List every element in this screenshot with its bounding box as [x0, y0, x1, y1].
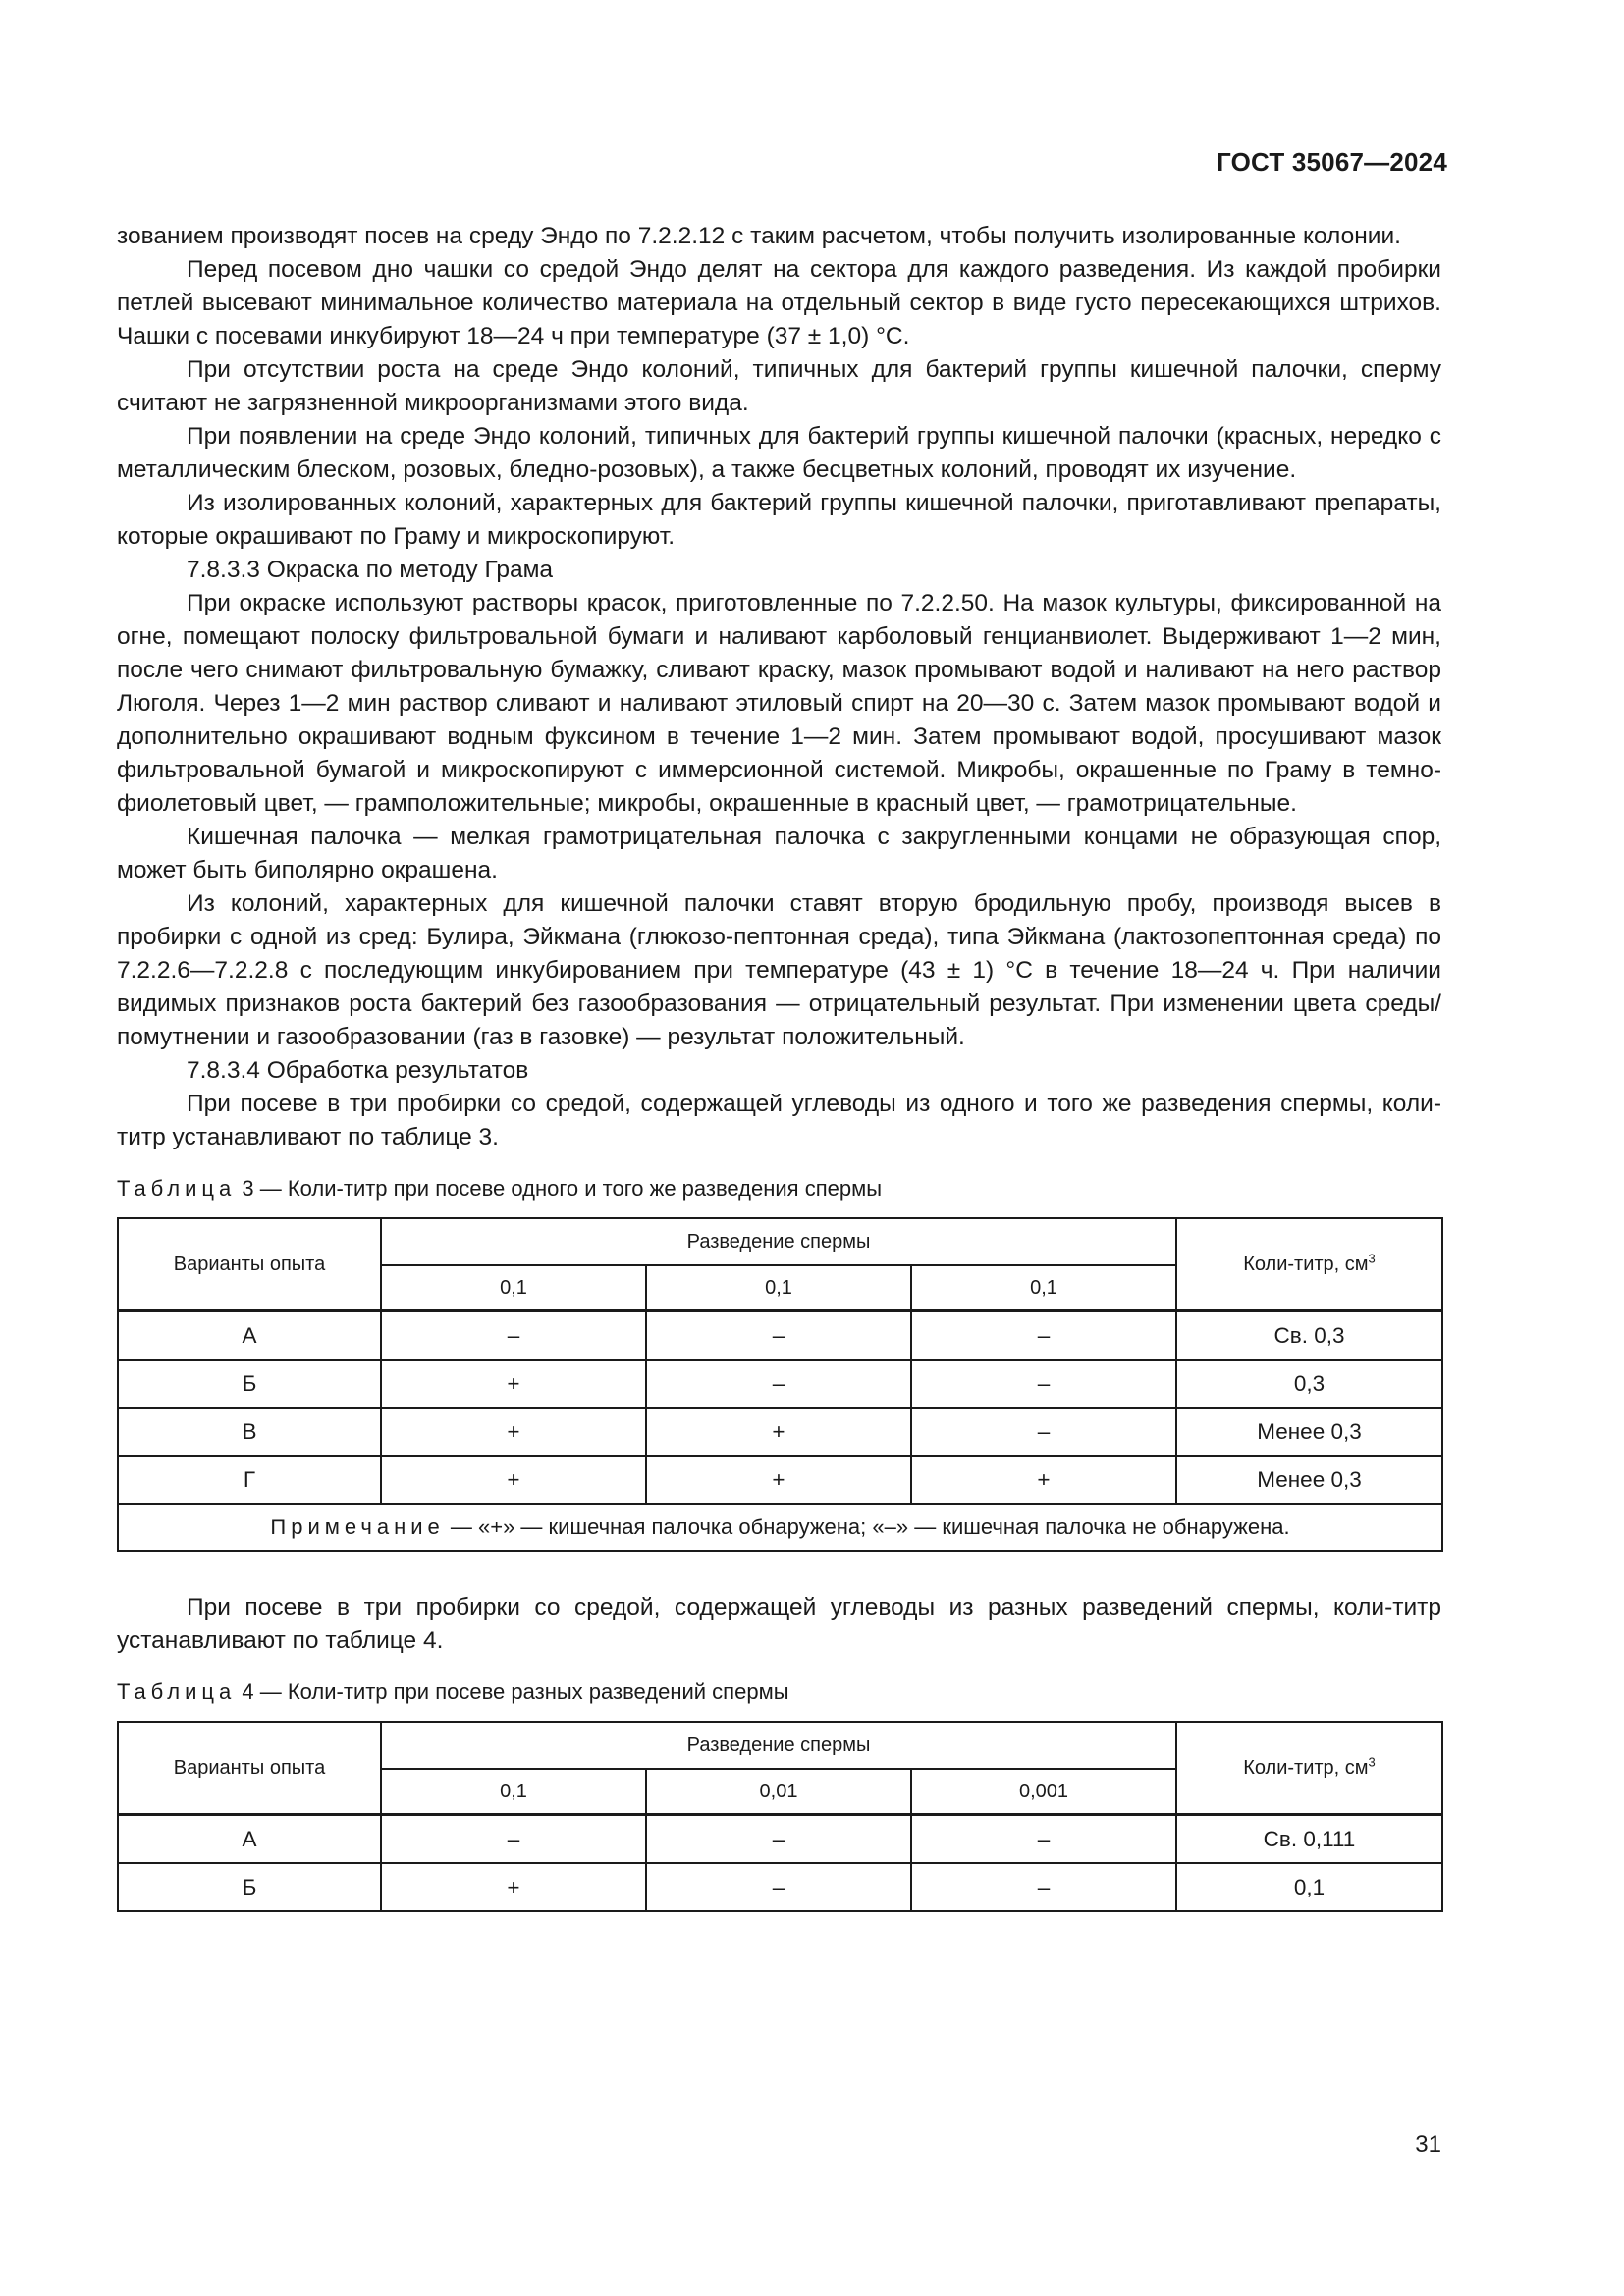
table3-caption-word: Таблица: [117, 1176, 237, 1201]
table-row: [118, 1456, 1442, 1504]
table4-caption: [117, 1678, 1441, 1707]
paragraph: При отсутствии роста на среде Эндо колоний, типичных для бактерий группы кишечной палочки, сперму считают не загрязненной микроорганизмами этого вида.: [117, 356, 1441, 416]
section-heading: 7.8.3.4 Обработка результатов: [187, 1057, 529, 1084]
table4-header-titer: Коли-титр, $см^3$: [1176, 1722, 1442, 1815]
table3-dilution-1: 0,1: [381, 1265, 646, 1311]
paragraph: Кишечная палочка — мелкая грамотрицательная палочка с закругленными концами не образующая спор, может быть биполярно окрашена.: [117, 824, 1441, 883]
table-row: [118, 1311, 1442, 1361]
table-cell: А: [118, 1815, 381, 1864]
table-cell: Св. 0,3: [1176, 1311, 1442, 1361]
table3-header-titer: Коли-титр, $см^3$: [1176, 1218, 1442, 1311]
table-cell: +: [911, 1456, 1176, 1504]
table-cell: 0,3: [1176, 1360, 1442, 1408]
note-text: — «+» — кишечная палочка обнаружена; «–» — кишечная палочка не обнаружена.: [450, 1515, 1290, 1539]
table-cell: Г: [118, 1456, 381, 1504]
table-cell: +: [381, 1408, 646, 1456]
paragraph: Из колоний, характерных для кишечной палочки ставят вторую бродильную пробу, производя высев в пробирки с одной из сред: Булира, Эйкмана (глюкозо-пептонная среда), типа Эйкмана (лактозопептонная среда) по 7.2.2.6—7.2.2.8 с последующим инкубированием при температуре (43 ± 1) °С в течение 18—24 ч. При наличии видимых признаков роста бактерий без газообразования — отрицательный результат. При изменении цвета среды/помутнении и газообразовании (газ в газовке) — результат положительный.: [117, 890, 1441, 1050]
paragraph: Из изолированных колоний, характерных для бактерий группы кишечной палочки, приготавливают препараты, которые окрашивают по Граму и микроскопируют.: [117, 490, 1441, 550]
table-cell: +: [646, 1456, 911, 1504]
table-cell: –: [646, 1311, 911, 1361]
table3-dilution-3: 0,1: [911, 1265, 1176, 1311]
table3-caption: [117, 1174, 1441, 1203]
table3: [117, 1217, 1443, 1552]
table-cell: Менее 0,3: [1176, 1408, 1442, 1456]
table-cell: –: [646, 1360, 911, 1408]
table-cell: –: [911, 1815, 1176, 1864]
table-cell: –: [381, 1815, 646, 1864]
table-cell: –: [646, 1863, 911, 1911]
table4-header-variant: Варианты опыта: [118, 1722, 381, 1815]
table-cell: А: [118, 1311, 381, 1361]
table-row: [118, 1360, 1442, 1408]
table-cell: В: [118, 1408, 381, 1456]
paragraph: При посеве в три пробирки со средой, содержащей углеводы из разных разведений спермы, коли-титр устанавливают по таблице 4.: [117, 1594, 1441, 1654]
table-cell: –: [911, 1360, 1176, 1408]
table3-header-dilution: Разведение спермы: [381, 1218, 1176, 1265]
table-cell: +: [381, 1360, 646, 1408]
table4-caption-word: Таблица: [117, 1680, 237, 1704]
table-cell: Б: [118, 1863, 381, 1911]
table3-dilution-2: 0,1: [646, 1265, 911, 1311]
table-cell: –: [911, 1408, 1176, 1456]
table-row: [118, 1815, 1442, 1864]
paragraph: Перед посевом дно чашки со средой Эндо делят на сектора для каждого разведения. Из каждой пробирки петлей высевают минимальное количество материала на отдельный сектор в виде густо пересекающихся штрихов. Чашки с посевами инкубируют 18—24 ч при температуре (37 ± 1,0) °С.: [117, 256, 1441, 349]
table-cell: 0,1: [1176, 1863, 1442, 1911]
table4-header-dilution: Разведение спермы: [381, 1722, 1176, 1769]
table-cell: +: [381, 1456, 646, 1504]
table-cell: Менее 0,3: [1176, 1456, 1442, 1504]
page-number: 31: [1415, 2131, 1441, 2158]
table3-header-variant: Варианты опыта: [118, 1218, 381, 1311]
table-cell: –: [381, 1311, 646, 1361]
paragraph: зованием производят посев на среду Эндо по 7.2.2.12 с таким расчетом, чтобы получить изолированные колонии.: [117, 223, 1401, 249]
table-cell: Б: [118, 1360, 381, 1408]
table-cell: –: [911, 1863, 1176, 1911]
table4: [117, 1721, 1443, 1912]
paragraph: При появлении на среде Эндо колоний, типичных для бактерий группы кишечной палочки (красных, нередко с металлическим блеском, розовых, бледно-розовых), а также бесцветных колоний, проводят их изучение.: [117, 423, 1441, 483]
table3-note: [118, 1504, 1442, 1551]
table4-dilution-1: 0,1: [381, 1769, 646, 1815]
table-row: [118, 1408, 1442, 1456]
note-label: Примечание: [270, 1515, 445, 1539]
table4-dilution-3: 0,001: [911, 1769, 1176, 1815]
paragraph: При окраске используют растворы красок, приготовленные по 7.2.2.50. На мазок культуры, фиксированной на огне, помещают полоску фильтровальной бумаги и наливают карболовый генцианвиолет. Выдерживают 1—2 мин, после чего снимают фильтровальную бумажку, сливают краску, мазок промывают водой и наливают на него раствор Люголя. Через 1—2 мин раствор сливают и наливают этиловый спирт на 20—30 с. Затем мазок промывают водой и дополнительно окрашивают водным фуксином в течение 1—2 мин. Затем промывают водой, просушивают мазок фильтровальной бумагой и микроскопируют с иммерсионной системой. Микробы, окрашенные по Граму в темно-фиолетовый цвет, — грамположительные; микробы, окрашенные в красный цвет, — грамотрицательные.: [117, 590, 1441, 817]
table3-note-row: [118, 1504, 1442, 1551]
table-cell: Св. 0,111: [1176, 1815, 1442, 1864]
table-cell: –: [911, 1311, 1176, 1361]
document-header: ГОСТ 35067—2024: [1217, 147, 1447, 177]
table3-caption-text: 3 — Коли-титр при посеве одного и того же разведения спермы: [242, 1176, 883, 1201]
table4-caption-text: 4 — Коли-титр при посеве разных разведений спермы: [242, 1680, 789, 1704]
table4-dilution-2: 0,01: [646, 1769, 911, 1815]
table-row: [118, 1863, 1442, 1911]
section-heading: 7.8.3.3 Окраска по методу Грама: [187, 557, 554, 583]
table-cell: +: [381, 1863, 646, 1911]
table-cell: +: [646, 1408, 911, 1456]
paragraph: При посеве в три пробирки со средой, содержащей углеводы из одного и того же разведения спермы, коли-титр устанавливают по таблице 3.: [117, 1091, 1441, 1150]
table-cell: –: [646, 1815, 911, 1864]
page-content: [117, 220, 1441, 1912]
